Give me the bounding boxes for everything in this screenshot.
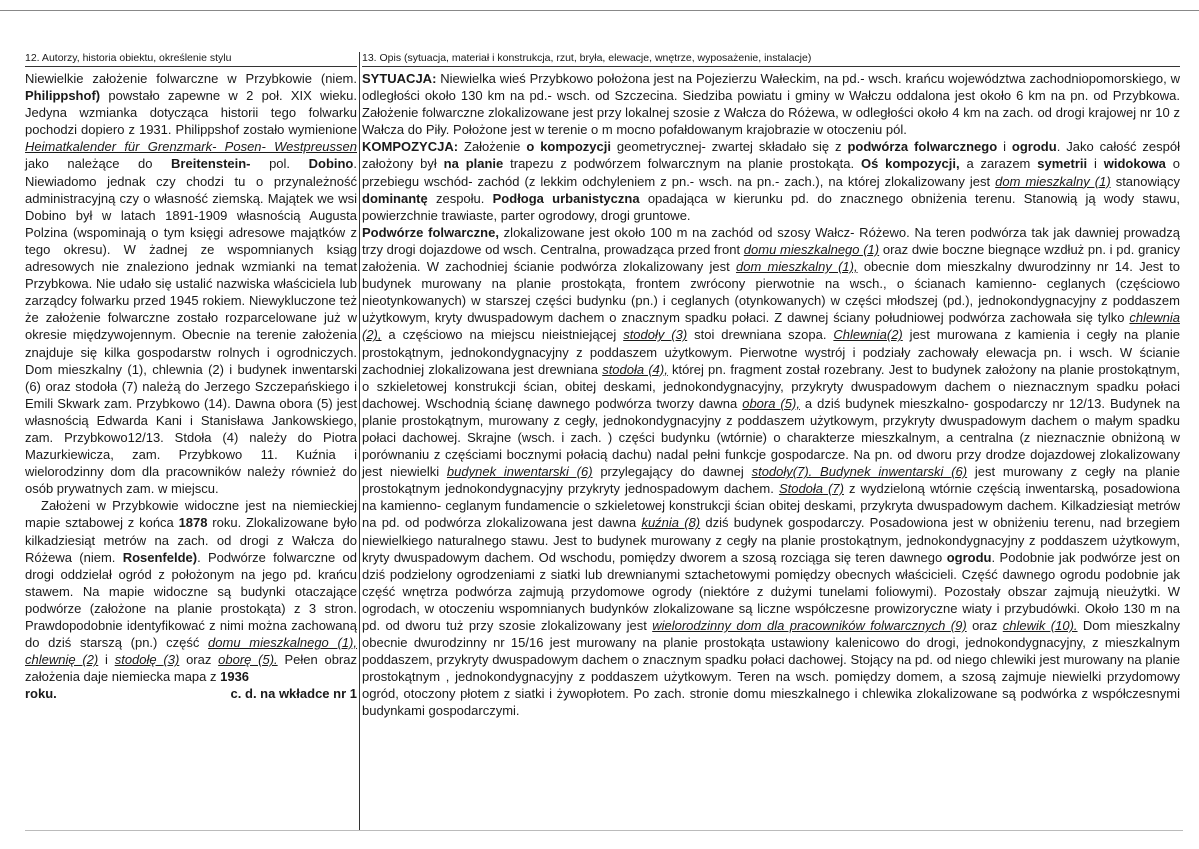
text-run: jest murowany z cegły na planie prostokątnym jednokondygnacyjny przykryty jednospadowym dachem. xyxy=(362,464,1181,497)
text-run: Oś kompozycji, xyxy=(860,156,960,172)
text-run: budynek inwentarski (6) xyxy=(446,464,593,480)
text-run: oraz dwie boczne biegnące wzdłuż pn. i pd. granicy założenia. W zachodniej ścianie podwórza zlokalizowany jest xyxy=(362,241,1180,275)
text-run: Niewielkie założenie folwarczne w Przybkowie (niem. xyxy=(25,71,357,86)
text-run: Chlewnia(2) xyxy=(833,327,903,343)
text-run: roku. Zlokalizowane było kilkadziesiąt metrów na zach. od drogi z Wałcza do Różewa (niem. xyxy=(25,515,357,565)
text-run: Breitenstein- xyxy=(171,156,251,172)
text-run: Założenie xyxy=(458,139,527,155)
text-run: Dom mieszkalny obecnie dwurodzinny nr 15/16 jest murowany na planie prostokąta ustawiony kalenicowo do drogi, jednokondygnacyjny, z mieszkalnym poddaszem, przykryty dwuspadowym dachem o znacznym spadku połaci dachowej. Stojący na pd. od niego chlewiki jest murowany na planie prostokątnym , jednokondygnacyjny z poddaszem użytkowym. Teren na wsch. pomiędzy domem, a szosą zajmuje niewielki przydomowy ogród, otoczony płotem z siatki i żywopłotem. Po zach. stronie domu mieszkalnego i chlewika zlokalizowane są podwórka z współczesnymi budynkami gospodarczymi. xyxy=(362,618,1181,719)
text-run: powstało zapewne w 2 poł. XIX wieku. Jedyna wzmianka dotycząca historii tego folwarku pochodzi dopiero z 1931. Philippshof zostało wymienione xyxy=(25,88,357,138)
text-run: Pełen obraz założenia daje niemiecka mapa z xyxy=(25,652,357,685)
text-run: a dziś budynek mieszkalno- gospodarczy nr 12/13. Budynek na planie prostokątnym, murowany z cegły, jednokondygnacyjny z poddaszem użytkowym, przykryty dwuspadowym dachem o małym spadku połaci dachowej. Skrajne (wsch. i zach. ) części budynku (wtórnie) o charakterze mieszkalnym, a centralna (z nieznacznie obniżoną w porównaniu z częściami bocznymi połacią dachu) nadal pełni funkcje gospodarcze. Na pn. od dworu przy drodze dojazdowej zlokalizowany jest niewielki xyxy=(362,395,1180,480)
top-edge-line xyxy=(0,10,1199,11)
text-run: stodoły (3) xyxy=(623,327,688,343)
text-run: . Podwórze folwarczne od drogi oddzielał ogród z położonym na jego pd. krańcu stawem. Na mapie widoczne są budynki otaczające podwórze (założone na planie prostokąta) z 3 stron. Prawdopodobnie identyfikować z nimi można zachowaną do dziś starszą (pn.) część xyxy=(25,549,357,651)
text-run: a częściowo na miejscu nieistniejącej xyxy=(381,327,624,343)
text-run: i xyxy=(98,652,115,668)
history-header: 12. Autorzy, historia obiektu, określenie stylu xyxy=(25,52,357,67)
text-run: Dobino xyxy=(308,156,354,172)
text-run: chlewik (10). xyxy=(1002,618,1078,633)
text-run: Heimatkalender für Grenzmark- Posen- Westpreussen xyxy=(25,139,357,155)
text-run: dom mieszkalny (1), xyxy=(735,259,858,275)
text-run: stanowiący xyxy=(1110,173,1181,189)
text-run: chlewnia (2), xyxy=(362,310,1180,343)
history-paragraph-1 xyxy=(25,70,357,497)
courtyard-paragraph xyxy=(362,224,1180,720)
text-run: Philippshof) xyxy=(25,88,101,104)
text-run: kuźnia (8) xyxy=(641,515,701,531)
text-run: Niewielka wieś Przybkowo położona jest na Pojezierzu Wałeckim, na pd.- wsch. krańcu województwa zachodniopomorskiego, w odległości około 130 km na pd.- wsch. od Szczecina. Siedziba powiatu i gminy w Wałczu oddalona jest około 6 km na pn. od Przybkowa. Założenie folwarczne zlokalizowane jest przy lokalnej szosie z Wałcza do Różewa, w odległości około 4 km na zach. od drogi krajowej nr 10 z Wałcza do Piły. Położone jest w terenie o m mocno pofałdowanym krajobrazie w otoczeniu pól. xyxy=(362,71,1180,138)
text-run: Podłoga urbanistyczna xyxy=(492,190,640,206)
text-run: pol. xyxy=(250,156,309,172)
footer-year-suffix: roku. xyxy=(25,686,57,702)
continuation-note: c. d. na wkładce nr 1 xyxy=(230,686,357,702)
text-run: jako należące do xyxy=(25,156,172,172)
composition-paragraph xyxy=(362,138,1180,223)
text-run: o przebiegu wschód- zachód (z lekkim odchyleniem z pn.- wsch. na pn.- zach.), na której zlokalizowany jest xyxy=(362,156,1180,189)
history-paragraph-2 xyxy=(25,497,357,685)
description-column xyxy=(362,52,1180,720)
text-run: obora (5), xyxy=(742,395,800,411)
text-run: stodoła (4), xyxy=(602,361,668,377)
text-run: Założeni w Przybkowie widoczne jest na niemieckiej mapie sztabowej z końca xyxy=(25,498,357,531)
text-run: Podwórze folwarczne, xyxy=(362,224,499,240)
text-run: domu mieszkalnego (1), xyxy=(208,635,357,651)
text-run: 1878 xyxy=(178,515,208,531)
description-text xyxy=(362,70,1180,720)
text-run: . Jako całość zespół założony był xyxy=(362,139,1180,172)
text-run: ogrodu xyxy=(946,549,992,565)
situation-paragraph xyxy=(362,70,1180,138)
text-run: obecnie dom mieszkalny dwurodzinny nr 14. Jest to budynek murowany na planie prostokąta, frontem zwrócony pierwotnie na wsch., o ścianach kamienno- ceglanych (częściowo nieotynkowanych) w starszej części budynku (pn.) i ceglanych (otynkowanych) w części młodszej (pd.), jednokondygnacyjny z poddaszem użytkowym, kryty dwuspadowym dachem o znacznym spadku połaci. Z dawnej ściany południowej podwórza zachowała się tylko xyxy=(362,259,1180,326)
text-run: podwórza folwarcznego xyxy=(847,139,998,155)
text-run: jest murowana z kamienia i cegły na planie prostokątnym, jednokondygnacyjny z poddaszem użytkowym. Pierwotne wystrój i podziały zachowały elewacja pn. i wsch. W ścianie zachodniej zlokalizowana jest drewniana xyxy=(362,327,1180,377)
description-header: 13. Opis (sytuacja, materiał i konstrukcja, rzut, bryła, elewacje, wnętrze, wyposażenie, instalacje) xyxy=(362,52,1180,67)
text-run: i xyxy=(997,139,1012,155)
text-run: oborę (5). xyxy=(218,652,278,668)
text-run: przylegający do dawnej xyxy=(592,464,752,480)
text-run: a zarazem xyxy=(959,156,1038,172)
text-run: 1936 xyxy=(220,669,250,685)
text-run: dziś budynek gospodarczy. Posadowiona jest w obniżeniu terenu, nad brzegiem niewielkiego naturalnego stawu. Jest to budynek murowany z cegły na planie prostokątnym, jednokondygnacyjny z poddaszem użytkowym, kryty dwuspadowym dachem. Od wschodu, pomiędzy dworem a szosą rozciąga się teren dawnego xyxy=(362,515,1181,565)
column-divider xyxy=(359,52,360,830)
history-text xyxy=(25,70,357,702)
text-run: stodoły(7). Budynek inwentarski (6) xyxy=(751,464,968,480)
text-run: i xyxy=(1087,156,1104,172)
text-run: trapezu z podwórzem folwarcznym na planie prostokąta. xyxy=(503,156,861,172)
bottom-edge-line xyxy=(25,830,1183,831)
text-run: dominantę xyxy=(362,190,428,206)
text-run: . Niewiadomo jednak czy chodzi tu o przynależność administracyjną czy o własność ziemską. Majątek we wsi Dobino był w latach 1891-1909 własnością Augusta Polzina (wspominają o tym księgi adresowe majątków z tego okresu). W żadnej ze wspomnianych ksiąg adresowych nie znaleziono jednak wzmianki na temat Przybkowa. Nie udało się ustalić nazwiska właściciela lub zarządcy folwarku przed 1945 rokiem. Niewykluczone też że założenie folwarczne zostało rozparcelowane już w okresie międzywojennym. Obecnie na terenie założenia znajduje się kilka gospodarstw rolnych i ogrodniczych. Dom mieszkalny (1), chlewnia (2) i budynek inwentarski (6) oraz stodoła (7) należą do Jerzego Szczepańskiego i Emili Skwark zam. Przybkowo (14). Dawna obora (5) jest własnością Edwarda Kani i Stanisława Jankowskiego, zam. Przybkowo12/13. Stdoła (4) należy do Piotra Mazurkiewicza, zam. Przybkowo 11. Kuźnia i wielorodzinny dom dla pracowników należy również do osób prywatnych zam. w miejscu. xyxy=(25,156,357,497)
text-run: wielorodzinny dom dla pracowników folwarcznych (9) xyxy=(652,618,967,633)
text-run: o kompozycji xyxy=(526,139,611,155)
text-run: SYTUACJA: xyxy=(362,71,437,86)
text-run: geometrycznej- zwartej składało się z xyxy=(611,139,848,155)
text-run: stodołę (3) xyxy=(114,652,180,668)
text-run: ogrodu xyxy=(1011,139,1057,155)
text-run: Stodoła (7) xyxy=(778,481,844,497)
text-run: domu mieszkalnego (1) xyxy=(743,241,880,257)
text-run: KOMPOZYCJA: xyxy=(362,139,459,155)
text-run: opadająca w kierunku pd. do znacznego obniżenia terenu. Stanowią ją wody stawu, powierzchnie trawiaste, parter ogrodowy, drogi gruntowe. xyxy=(362,190,1180,223)
text-run: zespołu. xyxy=(427,190,493,206)
text-run: z wydzieloną wtórnie częścią inwentarską, posadowiona na kamienno- ceglanym fundamencie o szkieletowej konstrukcji ścian obitej deskami, przykryta dwuspadowym dachem. Kilkadziesiąt metrów na pd. od podwórza zlokalizowana jest dawna xyxy=(362,481,1181,531)
history-column xyxy=(25,52,357,702)
text-run: . Podobnie jak podwórze jest on dziś podzielony ogrodzeniami z siatki lub drewnianymi sztachetowymi pomiędzy obecnych właścicieli. Część dawnego ogrodu podobnie jak część wnętrza podwórza zajmują przydomowe ogrody (niektóre z dużymi tunelami foliowymi). Pozostały obszar zajmują nieużytki. W ogrodach, w otoczeniu wspomnianych budynków zlokalizowane są liczne współczesne prowizoryczne wiaty i przybudówki. Około 130 m na pd. od dworu tuż przy szosie zlokalizowany jest xyxy=(362,549,1180,633)
text-run: dom mieszkalny (1) xyxy=(995,173,1111,189)
text-run: Rosenfelde) xyxy=(122,549,198,565)
text-run: oraz xyxy=(179,652,219,668)
text-run: stoi drewniana szopa. xyxy=(687,327,834,343)
text-run: widokowa xyxy=(1103,156,1166,172)
text-run: oraz xyxy=(966,618,1003,633)
text-run: na planie xyxy=(443,156,504,172)
text-run: chlewnię (2) xyxy=(25,652,99,668)
text-run: której pn. fragment został rozebrany. Jest to budynek założony na planie prostokątnym, o szkieletowej konstrukcji ścian, obitej deskami, jednokondygnacyjny, przykryty dwuspadowym dachem o nieznacznym spadku połaci dachowej. Wschodnią ścianę dawnego podwórza tworzy dawna xyxy=(362,361,1180,411)
text-run: zlokalizowane jest około 100 m na zachód od szosy Wałcz- Różewo. Na teren podwórza tak jak dawniej prowadzą trzy drogi dojazdowe od wsch. Centralna, prowadząca przed front xyxy=(362,224,1180,257)
history-footer xyxy=(25,685,357,702)
text-run: symetrii xyxy=(1037,156,1088,172)
